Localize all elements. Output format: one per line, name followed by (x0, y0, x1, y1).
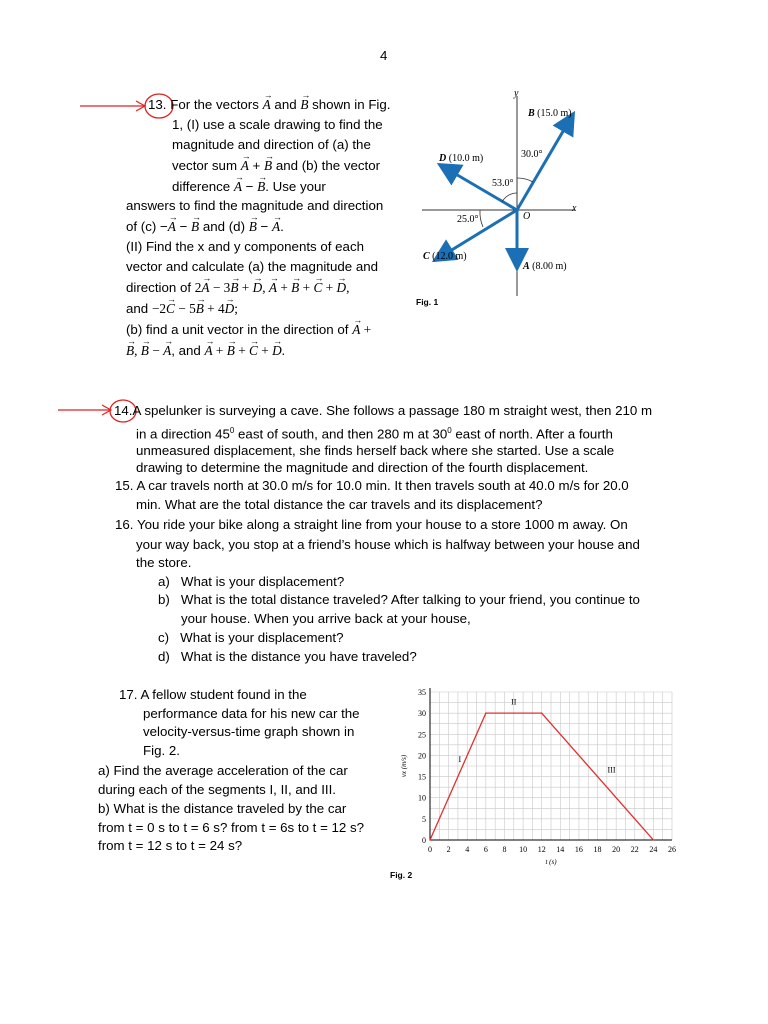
fig1-angle-25: 25.0° (457, 214, 479, 225)
y-tick-label: 30 (418, 709, 426, 719)
x-tick-label: 20 (612, 845, 621, 854)
y-tick-label: 0 (422, 836, 426, 845)
fig1-label-D: D (10.0 m) (439, 153, 484, 164)
segment-label-I: I (458, 754, 462, 764)
y-tick-label: 25 (418, 730, 426, 740)
x-tick-label: 18 (593, 845, 602, 854)
page-number: 4 (380, 48, 388, 63)
y-tick-label: 35 (418, 688, 426, 697)
x-tick-label: 14 (556, 845, 565, 854)
x-tick-label: 22 (630, 845, 639, 854)
fig1-origin-label: O (523, 211, 531, 222)
fig2-caption: Fig. 2 (390, 870, 413, 880)
fig1-label-B: B (15.0 m) (528, 108, 572, 119)
x-tick-label: 2 (446, 845, 451, 854)
x-tick-label: 8 (502, 845, 507, 854)
y-tick-label: 10 (418, 793, 426, 803)
fig1-caption: Fig. 1 (416, 297, 439, 307)
fig1-angle-30: 30.0° (521, 149, 543, 160)
x-tick-label: 24 (649, 845, 658, 854)
q16-item-b-cont: your house. When you arrive back at your house, (181, 611, 471, 626)
fig1-label-C: C (12.0 m) (423, 251, 467, 262)
x-tick-label: 26 (668, 845, 676, 854)
x-tick-label: 4 (465, 845, 470, 854)
fig1-angle-53: 53.0° (492, 178, 514, 189)
y-tick-label: 20 (418, 751, 426, 761)
fig1-y-axis-label: y (514, 88, 519, 99)
fig1-label-A: A (8.00 m) (523, 261, 567, 272)
x-tick-label: 10 (519, 845, 528, 854)
x-tick-label: 16 (574, 845, 583, 854)
q16-item-d: d) What is the distance you have traveled? (158, 649, 417, 664)
figure-1 (416, 86, 595, 307)
x-tick-label: 0 (428, 845, 432, 854)
fig1-x-axis-label: x (572, 203, 577, 214)
q16-item-c: c) What is your displacement? (158, 630, 344, 645)
q16-item-a: a) What is your displacement? (158, 574, 345, 589)
x-tick-label: 12 (537, 845, 546, 854)
segment-label-II: II (511, 697, 517, 707)
x-tick-label: 6 (483, 845, 488, 854)
y-tick-label: 5 (422, 814, 426, 824)
data-point (653, 839, 655, 841)
q13-number: 13. (148, 97, 167, 112)
data-point (541, 712, 543, 714)
data-point (429, 839, 431, 841)
x-axis-label: t (s) (545, 858, 557, 866)
vector-B: → B (300, 95, 308, 115)
segment-label-III: III (607, 765, 616, 775)
velocity-time-chart (385, 684, 690, 874)
q14-number: 14. (114, 403, 133, 418)
y-axis-label: vx (m/s) (400, 754, 408, 778)
vector-A: → A (263, 95, 271, 115)
q16-item-b: b) What is the total distance traveled? After talking to your friend, you continue to (158, 592, 640, 607)
y-tick-label: 15 (418, 772, 426, 782)
data-point (485, 712, 487, 714)
